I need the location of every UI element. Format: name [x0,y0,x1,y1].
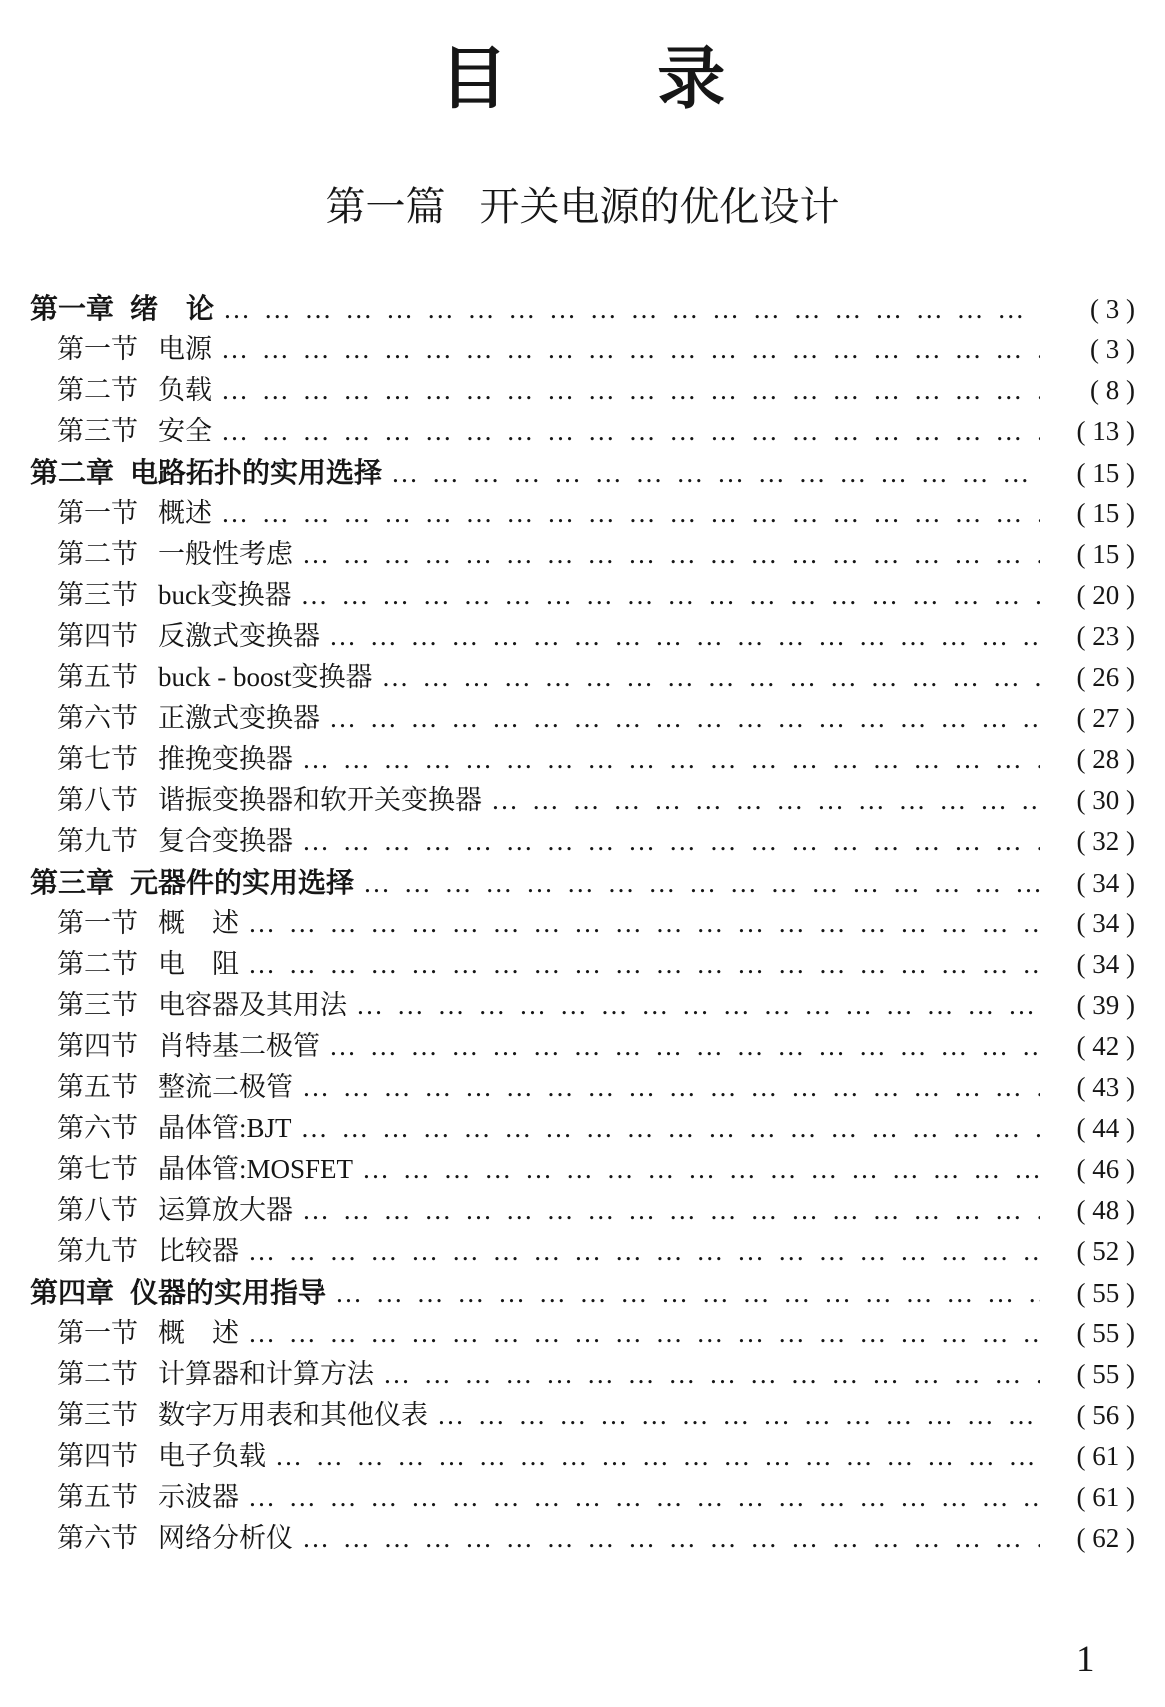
toc-entry-page: ( 20 ) [1076,579,1135,610]
toc-entry-title: buck - boost变换器 [158,661,373,692]
toc-entry-number: 第七节 [57,1153,138,1184]
toc-entry [30,452,1135,493]
dot-leader [391,453,1040,494]
dot-leader [248,1313,1040,1354]
toc-entry-title: 概 述 [158,907,239,938]
toc-entry-page: ( 55 ) [1076,1358,1135,1389]
toc-entry-number: 第四节 [57,1440,138,1471]
toc-entry-title: 示波器 [158,1481,239,1512]
toc-entry-number: 第一节 [57,907,138,938]
toc-entry-number: 第九节 [57,1235,138,1266]
toc-entry-page: ( 8 ) [1090,374,1135,405]
dot-leader [221,493,1040,534]
toc-entry-title: 一般性考虑 [158,538,293,569]
dot-leader [381,657,1040,698]
toc-entry-page: ( 39 ) [1076,989,1135,1020]
toc-entry-page: ( 61 ) [1076,1440,1135,1471]
toc-entry-page: ( 13 ) [1076,415,1135,446]
dot-leader [223,289,1040,330]
toc-entry [30,575,1135,616]
footer-page-number: 1 [1076,1639,1095,1680]
toc-entry [30,944,1135,985]
toc-entry-number: 第四节 [57,1030,138,1061]
toc-entry-title: 仪器的实用指导 [130,1276,327,1308]
toc-entry-number: 第四章 [30,1276,115,1308]
toc-entry-number: 第八节 [57,1194,138,1225]
toc-entry-number: 第四节 [57,620,138,651]
dot-leader [248,1231,1040,1272]
toc-entry-number: 第二章 [30,456,115,488]
toc-entry-page: ( 56 ) [1076,1399,1135,1430]
toc-entry-title: 计算器和计算方法 [158,1358,374,1389]
dot-leader [335,1273,1040,1314]
toc-entry-title: 整流二极管 [158,1071,293,1102]
toc-entry [30,1149,1135,1190]
toc-entry-title: 运算放大器 [158,1194,293,1225]
toc-entry [30,1231,1135,1272]
dot-leader [356,985,1040,1026]
dot-leader [300,575,1040,616]
toc-entry-title: 谐振变换器和软开关变换器 [158,784,482,815]
toc-entry-page: ( 61 ) [1076,1481,1135,1512]
toc-entry-title: 复合变换器 [158,825,293,856]
toc-entry [30,493,1135,534]
dot-leader [302,1518,1040,1559]
toc-entry-title: 电子负载 [158,1440,266,1471]
toc-entry-page: ( 48 ) [1076,1194,1135,1225]
toc-entry-number: 第五节 [57,661,138,692]
toc-entry-page: ( 15 ) [1076,538,1135,569]
toc-entry [30,739,1135,780]
dot-leader [302,1067,1040,1108]
toc-entry [30,821,1135,862]
dot-leader [302,821,1040,862]
dot-leader [275,1436,1040,1477]
toc-entry-number: 第五节 [57,1481,138,1512]
toc-entry-title: 元器件的实用选择 [130,866,355,898]
toc-entry-title: 绪 论 [130,292,215,324]
toc-entry-number: 第二节 [57,948,138,979]
toc-entry-page: ( 34 ) [1076,948,1135,979]
toc-entry-title: 电源 [158,333,212,364]
toc-entry [30,985,1135,1026]
page-title: 目录 [439,41,875,117]
toc-entry [30,1436,1135,1477]
toc-entry [30,698,1135,739]
toc-entry-number: 第一节 [57,333,138,364]
toc-entry-page: ( 26 ) [1076,661,1135,692]
toc-entry [30,534,1135,575]
toc-entry-number: 第六节 [57,702,138,733]
toc-entry-number: 第六节 [57,1112,138,1143]
dot-leader [248,903,1040,944]
toc-entry-title: 安全 [158,415,212,446]
toc-entry-page: ( 30 ) [1076,784,1135,815]
toc-entry-page: ( 15 ) [1076,497,1135,528]
toc-entry-title: 网络分析仪 [158,1522,293,1553]
dot-leader [329,698,1040,739]
dot-leader [437,1395,1040,1436]
toc-entry-title: 晶体管:MOSFET [158,1153,354,1184]
toc-entry-page: ( 42 ) [1076,1030,1135,1061]
toc-entry-page: ( 62 ) [1076,1522,1135,1553]
toc-entry [30,1067,1135,1108]
dot-leader [221,411,1040,452]
toc-entry-page: ( 15 ) [1076,457,1135,488]
toc-entry [30,1354,1135,1395]
toc-entry-page: ( 55 ) [1076,1277,1135,1308]
dot-leader [221,329,1040,370]
toc-entry [30,288,1135,329]
toc-entry [30,1272,1135,1313]
toc-entry-number: 第三章 [30,866,115,898]
dot-leader [491,780,1040,821]
toc-entry [30,1313,1135,1354]
part-heading [30,175,1135,232]
toc-entry-page: ( 23 ) [1076,620,1135,651]
toc-entry-number: 第二节 [57,374,138,405]
part-heading-title: 开关电源的优化设计 [479,183,840,229]
toc-entry-page: ( 3 ) [1090,293,1135,324]
dot-leader [383,1354,1040,1395]
toc-entry-number: 第三节 [57,579,138,610]
dot-leader [363,863,1040,904]
dot-leader [329,616,1040,657]
toc-entry-title: 概述 [158,497,212,528]
toc-entry [30,1190,1135,1231]
part-heading-label: 第一篇 [325,183,446,229]
toc-entry-page: ( 52 ) [1076,1235,1135,1266]
toc-entry-number: 第七节 [57,743,138,774]
toc-entry-title: 数字万用表和其他仪表 [158,1399,428,1430]
toc-entry-title: 比较器 [158,1235,239,1266]
toc-entry [30,1477,1135,1518]
toc-entry [30,1518,1135,1559]
toc-entry-title: 晶体管:BJT [158,1112,292,1143]
dot-leader [221,370,1040,411]
toc-entry [30,1108,1135,1149]
toc-entry-title: 电 阻 [158,948,239,979]
toc-entry [30,411,1135,452]
toc-entry-number: 第三节 [57,415,138,446]
toc-entry-number: 第一章 [30,292,115,324]
dot-leader [248,1477,1040,1518]
toc-entry-page: ( 46 ) [1076,1153,1135,1184]
toc-entry-number: 第九节 [57,825,138,856]
toc-entry-page: ( 43 ) [1076,1071,1135,1102]
toc-list [30,288,1135,1559]
toc-entry-title: 肖特基二极管 [158,1030,320,1061]
dot-leader [362,1149,1040,1190]
toc-entry-page: ( 27 ) [1076,702,1135,733]
toc-entry [30,1026,1135,1067]
toc-entry-number: 第八节 [57,784,138,815]
toc-entry-number: 第五节 [57,1071,138,1102]
toc-entry [30,370,1135,411]
toc-entry-page: ( 44 ) [1076,1112,1135,1143]
toc-entry [30,657,1135,698]
toc-entry-title: buck变换器 [158,579,292,610]
toc-entry-title: 负载 [158,374,212,405]
toc-entry-title: 正激式变换器 [158,702,320,733]
toc-entry [30,329,1135,370]
toc-entry [30,1395,1135,1436]
toc-entry-title: 电容器及其用法 [158,989,347,1020]
dot-leader [301,1108,1040,1149]
toc-entry [30,862,1135,903]
toc-entry-page: ( 28 ) [1076,743,1135,774]
toc-entry [30,780,1135,821]
toc-entry-page: ( 32 ) [1076,825,1135,856]
toc-entry-title: 反激式变换器 [158,620,320,651]
toc-entry-number: 第二节 [57,1358,138,1389]
toc-entry-page: ( 34 ) [1076,867,1135,898]
toc-entry-number: 第三节 [57,989,138,1020]
toc-entry-number: 第六节 [57,1522,138,1553]
dot-leader [248,944,1040,985]
toc-entry-number: 第三节 [57,1399,138,1430]
toc-entry-title: 概 述 [158,1317,239,1348]
toc-entry-number: 第二节 [57,538,138,569]
dot-leader [302,739,1040,780]
toc-entry-title: 电路拓扑的实用选择 [130,456,383,488]
dot-leader [329,1026,1040,1067]
toc-entry-number: 第一节 [57,497,138,528]
toc-entry-page: ( 34 ) [1076,907,1135,938]
toc-entry-title: 推挽变换器 [158,743,293,774]
dot-leader [302,534,1040,575]
toc-entry-page: ( 3 ) [1090,333,1135,364]
toc-entry-number: 第一节 [57,1317,138,1348]
toc-entry-page: ( 55 ) [1076,1317,1135,1348]
toc-entry [30,616,1135,657]
dot-leader [302,1190,1040,1231]
toc-entry [30,903,1135,944]
